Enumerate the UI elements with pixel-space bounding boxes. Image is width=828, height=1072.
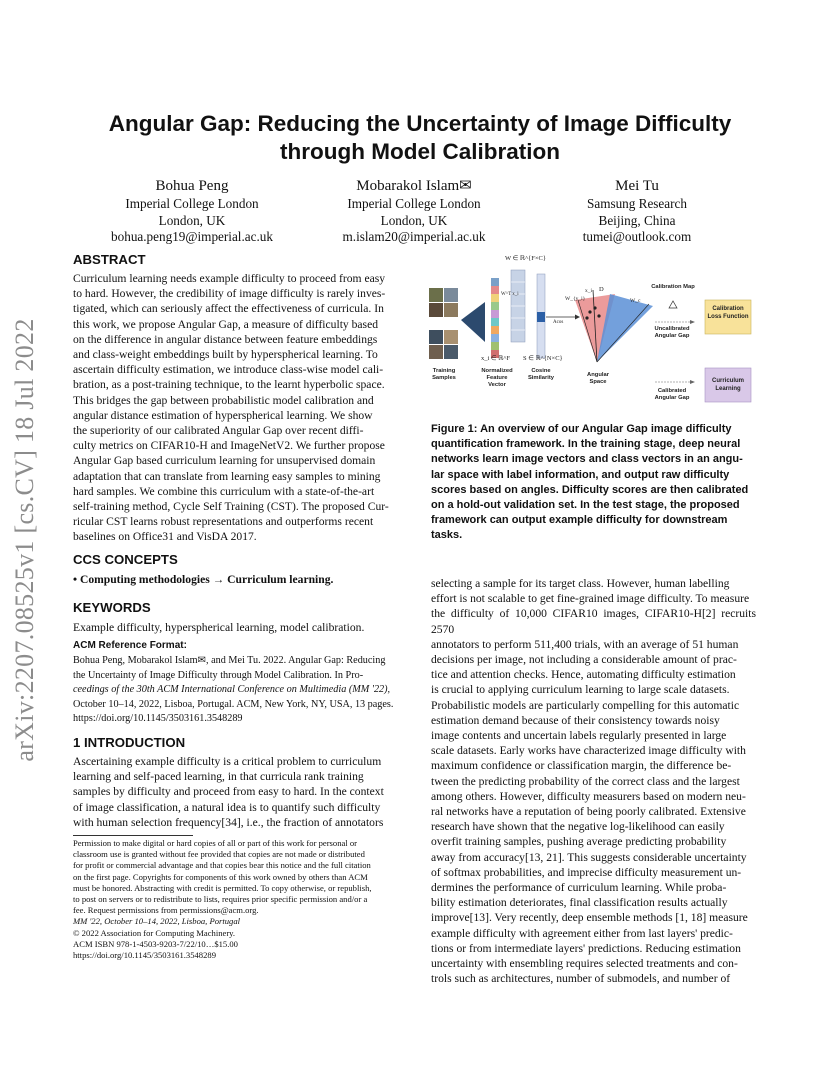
intro-line: learning and self-paced learning, in that curricula rank training xyxy=(73,770,364,784)
uncalibrated-gap-label: Uncalibrated Angular Gap xyxy=(654,326,690,339)
footnote-line: to post on servers or to redistribute to lists, requires prior specific permission and/or a xyxy=(73,894,368,905)
w-matrix-label: W ∈ ℝ^{F×C} xyxy=(505,255,546,262)
abstract-line: and class-weight embeddings built by hyperspherical learning. To xyxy=(73,348,378,362)
normalized-feature-label: Normalized Feature Vector xyxy=(481,368,513,388)
feature-cell xyxy=(491,294,499,302)
intro-line: samples by difficulty and proceed from easy to hard. In the context xyxy=(73,785,384,799)
x-vector-label: x_i ∈ ℝ^F xyxy=(481,355,511,362)
acm-ref-heading: ACM Reference Format: xyxy=(73,640,187,651)
sample-thumbnail xyxy=(429,288,443,302)
footnote-line: ACM ISBN 978-1-4503-9203-7/22/10…$15.00 xyxy=(73,938,238,949)
footnote-line: for profit or commercial advantage and that copies bear this notice and the full citation xyxy=(73,860,371,871)
intro-line: of image classification, a natural idea is to quantify such difficulty xyxy=(73,800,381,814)
ccs-heading: CCS CONCEPTS xyxy=(73,552,178,567)
author-name: Mobarakol Islam✉ xyxy=(356,178,472,194)
abstract-heading: ABSTRACT xyxy=(73,252,146,267)
abstract-line: ricular CST learns robust representations and outperforms recent xyxy=(73,515,374,529)
body-line: trols such as architectures, number of submodels, and number of xyxy=(431,972,731,986)
feature-cell xyxy=(491,286,499,294)
abstract-line: culty metrics on CIFAR10-H and ImageNetV2. We further propose xyxy=(73,439,385,453)
keywords-heading: KEYWORDS xyxy=(73,600,151,615)
author-email[interactable]: bohua.peng19@imperial.ac.uk xyxy=(111,229,273,244)
body-line: bility estimation deteriorates, final classification results actually xyxy=(431,896,728,910)
sample-thumbnail xyxy=(444,330,458,344)
abstract-line: angular distance estimation of hyperspherical learning. We show xyxy=(73,408,373,422)
title-line-2: through Model Calibration xyxy=(280,139,560,164)
body-line: among others. However, difficulty measurers based on modern neu- xyxy=(431,789,746,803)
feature-cell xyxy=(491,318,499,326)
author-location: Beijing, China xyxy=(598,212,676,228)
caption-line: quantification framework. In the training stage, deep neural xyxy=(431,438,741,451)
calibration-loss-label: Calibration Loss Function xyxy=(707,306,749,320)
network-shape xyxy=(461,302,485,342)
body-line: maximum confidence or classification margin, the difference be- xyxy=(431,759,732,773)
author-name: Bohua Peng xyxy=(155,178,229,194)
acm-ref-body xyxy=(73,654,403,727)
sample-thumbnail xyxy=(444,345,458,359)
acos-label: Acos xyxy=(553,320,564,325)
author-email[interactable]: tumei@outlook.com xyxy=(582,229,692,244)
acm-ref-doi[interactable]: https://doi.org/10.1145/3503161.3548289 xyxy=(73,713,243,725)
abstract-line: adaptation that can translate from learning easy samples to mining xyxy=(73,469,381,483)
calibration-map-icon xyxy=(669,301,677,308)
body-line: overfit training samples, pushing average predicting probability xyxy=(431,835,727,849)
body-line: effort is not scalable to get fine-grained image difficulty. To measure xyxy=(431,592,750,606)
body-line: tions or from intermediate layers' predictions. Reducing estimation xyxy=(431,941,741,955)
footnote-line: Permission to make digital or hard copies of all or part of this work for personal or xyxy=(73,838,358,848)
ccs-text: • Computing methodologies → Curriculum learning. xyxy=(73,573,334,586)
caption-line: on a hold-out validation set. In the test stage, the proposed xyxy=(431,499,740,512)
body-line: annotators to perform 511,400 trials, with an average of 51 human xyxy=(431,637,739,651)
footnote-line: classroom use is granted without fee provided that copies are not made or distributed xyxy=(73,849,365,860)
feature-cell xyxy=(491,326,499,334)
acm-ref-line: October 10–14, 2022, Lisboa, Portugal. ACM, New York, NY, USA, 13 pages. xyxy=(73,698,394,710)
body-line: away from accuracy[13, 21]. This suggests considerable uncertainty xyxy=(431,850,747,864)
training-samples-label: Training Samples xyxy=(432,368,456,381)
acm-ref-line: Bohua Peng, Mobarakol Islam✉, and Mei Tu. 2022. Angular Gap: Reducing xyxy=(73,655,386,666)
caption-line: lar space with label information, and output raw difficulty xyxy=(431,468,730,481)
body-line: tween the predicting probability of the correct class and the largest xyxy=(431,774,740,788)
calibrated-gap-label: Calibrated Angular Gap xyxy=(654,388,690,401)
intro-line: Ascertaining example difficulty is a critical problem to curriculum xyxy=(73,755,382,768)
footnote-line: must be honored. Abstracting with credit is permitted. To copy otherwise, or republish, xyxy=(73,882,372,893)
keywords-text: Example difficulty, hyperspherical learning, model calibration. xyxy=(73,621,365,634)
figure-1-diagram xyxy=(425,250,755,410)
feature-cell xyxy=(491,302,499,310)
sample-thumbnail xyxy=(429,330,443,344)
abstract-line: tigated, which can seriously affect the effectiveness of curricula. In xyxy=(73,302,384,316)
body-line: uncertainty with ensembling requires selected treatments and con- xyxy=(431,957,738,971)
author-block-2 xyxy=(314,176,514,246)
body-line: tice and attention checks. Hence, automating difficulty estimation xyxy=(431,668,736,682)
wc-label: W_c xyxy=(630,298,641,304)
footnote-line: fee. Request permissions from permissions@acm.org. xyxy=(73,905,259,916)
author-location: London, UK xyxy=(380,212,448,228)
intro-heading: 1 INTRODUCTION xyxy=(73,735,186,750)
abstract-line: self-training method, Cycle Self Training (CST). The proposed Cur- xyxy=(73,500,389,514)
author-affiliation: Samsung Research xyxy=(587,196,687,211)
abstract-line: the superiority of our calibrated Angular Gap over recent diffi- xyxy=(73,424,364,438)
wyi-label: W_{y_i} xyxy=(565,296,586,302)
footnote-line: © 2022 Association for Computing Machinery. xyxy=(73,927,236,938)
author-affiliation: Imperial College London xyxy=(347,196,481,211)
feature-cell xyxy=(491,342,499,350)
feature-cell xyxy=(491,310,499,318)
figure-1-caption xyxy=(431,422,756,544)
body-line: decisions per image, not including a considerable amount of prac- xyxy=(431,653,737,667)
acm-ref-line: ceedings of the 30th ACM International Conference on Multimedia (MM '22), xyxy=(73,684,391,696)
feature-cell xyxy=(491,278,499,286)
body-line: scale datasets. Early works have characterized image difficulty with xyxy=(431,744,746,758)
body-line: estimation demand because of their consistency towards noisy xyxy=(431,713,720,727)
footnote-rule xyxy=(73,835,193,836)
author-affiliation: Imperial College London xyxy=(125,196,259,211)
abstract-line: bration, as a post-training technique, to the learnt hyperbolic space. xyxy=(73,378,385,392)
author-block-3 xyxy=(537,176,737,246)
abstract-line: this work, we propose Angular Gap, a measure of difficulty based xyxy=(73,317,379,331)
wx-label: W^T x_i xyxy=(501,292,519,297)
abstract-line: This bridges the gap between probabilistic model calibration and xyxy=(73,393,374,407)
body-line: example difficulty with agreement either from last layers' predic- xyxy=(431,926,733,940)
figure-1 xyxy=(425,250,755,410)
arxiv-stamp: arXiv:2207.08525v1 [cs.CV] 18 Jul 2022 xyxy=(10,318,39,762)
calibration-map-label: Calibration Map xyxy=(651,284,695,290)
caption-line: Figure 1: An overview of our Angular Gap image difficulty xyxy=(431,423,732,435)
abstract-line: baselines on Office31 and VisDA 2017. xyxy=(73,530,257,544)
body-line: ral networks have a reputation of being poorly calibrated. Extensive xyxy=(431,805,746,819)
intro-line: with human selection frequency[34], i.e., the fraction of annotators xyxy=(73,815,384,829)
author-block-1 xyxy=(92,176,292,246)
cosine-similarity-label: Cosine Similarity xyxy=(527,368,555,381)
body-line: Probabilistic models are particularly compelling for this automatic xyxy=(431,698,740,712)
sample-thumbnail xyxy=(429,345,443,359)
right-column-body xyxy=(431,576,756,986)
abstract-line: hard samples. We combine this curriculum with a state-of-the-art xyxy=(73,484,375,498)
body-line: research have shown that the negative log-likelihood can easily xyxy=(431,820,725,834)
author-location: London, UK xyxy=(158,212,226,228)
abstract-line: on the difference in angular distance between feature embeddings xyxy=(73,332,378,346)
angular-space-label: Angular Space xyxy=(587,372,609,385)
cosine-highlight xyxy=(537,312,545,322)
xi-label: x_i xyxy=(585,288,593,294)
caption-line: framework can output example difficulty for downstream xyxy=(431,514,728,527)
copyright-footnote xyxy=(73,838,403,961)
body-line: of softmax probabilities, and imprecise difficulty measurement un- xyxy=(431,865,742,879)
abstract-body xyxy=(73,271,403,545)
intro-body xyxy=(73,754,403,830)
footnote-line: MM '22, October 10–14, 2022, Lisboa, Portugal xyxy=(73,916,241,927)
acm-ref-line: the Uncertainty of Image Difficulty through Model Calibration. In Pro- xyxy=(73,669,364,681)
d-label: D xyxy=(599,286,604,293)
paper-title xyxy=(60,110,780,166)
feature-cell xyxy=(491,334,499,342)
sample-thumbnail xyxy=(429,303,443,317)
title-line-1: Angular Gap: Reducing the Uncertainty of Image Difficulty xyxy=(108,111,732,136)
abstract-line: Curriculum learning needs example difficulty to proceed from easy xyxy=(73,272,386,285)
body-line: is crucial to applying curriculum learning to large scale datasets. xyxy=(431,683,730,697)
body-line: selecting a sample for its target class. However, human labelling xyxy=(431,577,730,590)
caption-line: tasks. xyxy=(431,529,463,542)
body-line: the difficulty of 10,000 CIFAR10 images, CIFAR10-H[2] recruits 2570 xyxy=(431,607,756,636)
caption-line: scores based on angles. Difficulty scores are then calibrated xyxy=(431,483,749,496)
author-email[interactable]: m.islam20@imperial.ac.uk xyxy=(342,229,486,244)
body-line: image contents and uncertain labels regularly presented in large xyxy=(431,729,727,743)
footnote-line: on the first page. Copyrights for components of this work owned by others than ACM xyxy=(73,871,368,882)
author-name: Mei Tu xyxy=(615,178,659,194)
abstract-line: ascertain difficulty estimation, we introduce class-wise model cali- xyxy=(73,363,384,377)
abstract-line: to hard. However, the credibility of image difficulty is rarely inves- xyxy=(73,287,386,301)
sample-thumbnail xyxy=(444,288,458,302)
curriculum-learning-label: Curriculum Learning xyxy=(711,378,744,392)
body-line: dermines the performance of curriculum learning. While proba- xyxy=(431,881,727,895)
footnote-doi[interactable]: https://doi.org/10.1145/3503161.3548289 xyxy=(73,950,216,961)
s-matrix-label: S ∈ ℝ^{N×C} xyxy=(523,355,563,362)
body-line: improve[13]. Very recently, deep ensemble methods [1, 18] measure xyxy=(431,911,748,925)
sample-thumbnail xyxy=(444,303,458,317)
abstract-line: Angular Gap based curriculum learning for unsupervised domain xyxy=(73,454,376,468)
caption-line: networks learn image vectors and class vectors in an angu- xyxy=(431,453,743,466)
